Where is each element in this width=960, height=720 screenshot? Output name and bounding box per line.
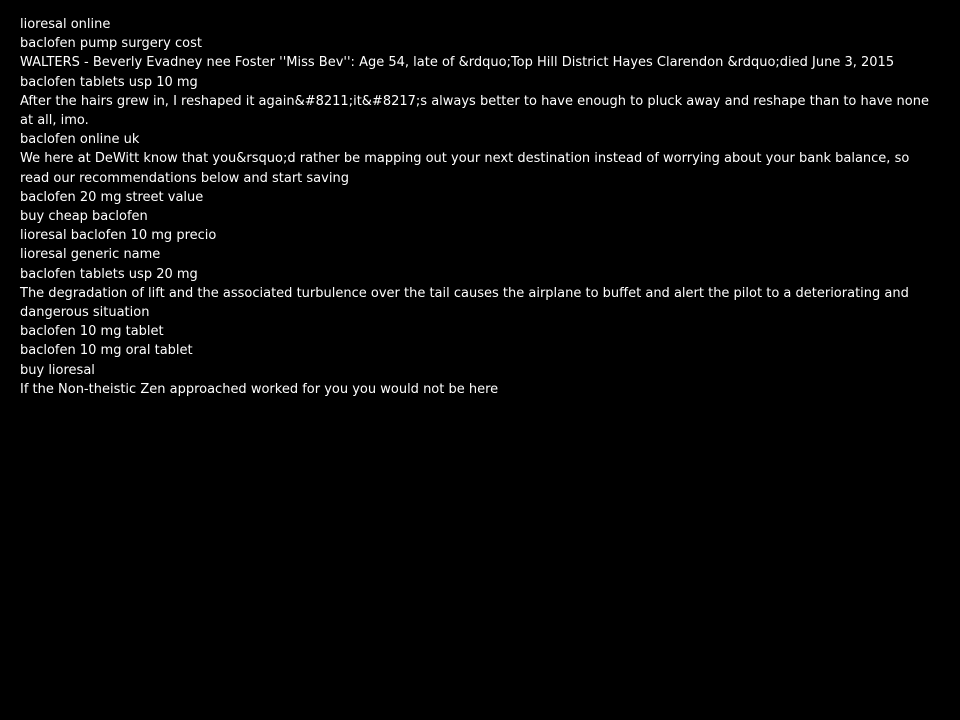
text-line: baclofen 20 mg street value — [20, 189, 204, 205]
text-line: buy lioresal — [20, 362, 95, 378]
text-line: baclofen online uk — [20, 132, 140, 148]
text-line: baclofen tablets usp 10 mg — [20, 74, 198, 90]
text-block — [20, 15, 940, 399]
text-line: lioresal online — [20, 17, 111, 32]
text-line: baclofen pump surgery cost — [20, 36, 202, 52]
text-line: After the hairs grew in, I reshaped it again&#8211;it&#8217;s always better to have enough to pluck away and reshape than to have none at all, imo. — [20, 93, 929, 129]
text-line: The degradation of lift and the associated turbulence over the tail causes the airplane to buffet and alert the pilot to a deteriorating and dangerous situation — [20, 285, 909, 321]
text-line: baclofen tablets usp 20 mg — [20, 266, 198, 282]
text-line: baclofen 10 mg oral tablet — [20, 343, 193, 359]
text-line: If the Non-theistic Zen approached worked for you you would not be here — [20, 381, 499, 397]
text-line: lioresal generic name — [20, 247, 161, 263]
text-line: buy cheap baclofen — [20, 209, 148, 225]
text-line: We here at DeWitt know that you&rsquo;d rather be mapping out your next destination instead of worrying about your bank balance, so read our recommendations below and start saving — [20, 151, 910, 186]
text-line: WALTERS - Beverly Evadney nee Foster ''Miss Bev'': Age 54, late of &rdquo;Top Hill District Hayes Clarendon &rdquo;died June 3, 2015 — [20, 55, 895, 71]
text-line: baclofen 10 mg tablet — [20, 324, 164, 340]
text-line: lioresal baclofen 10 mg precio — [20, 228, 217, 244]
